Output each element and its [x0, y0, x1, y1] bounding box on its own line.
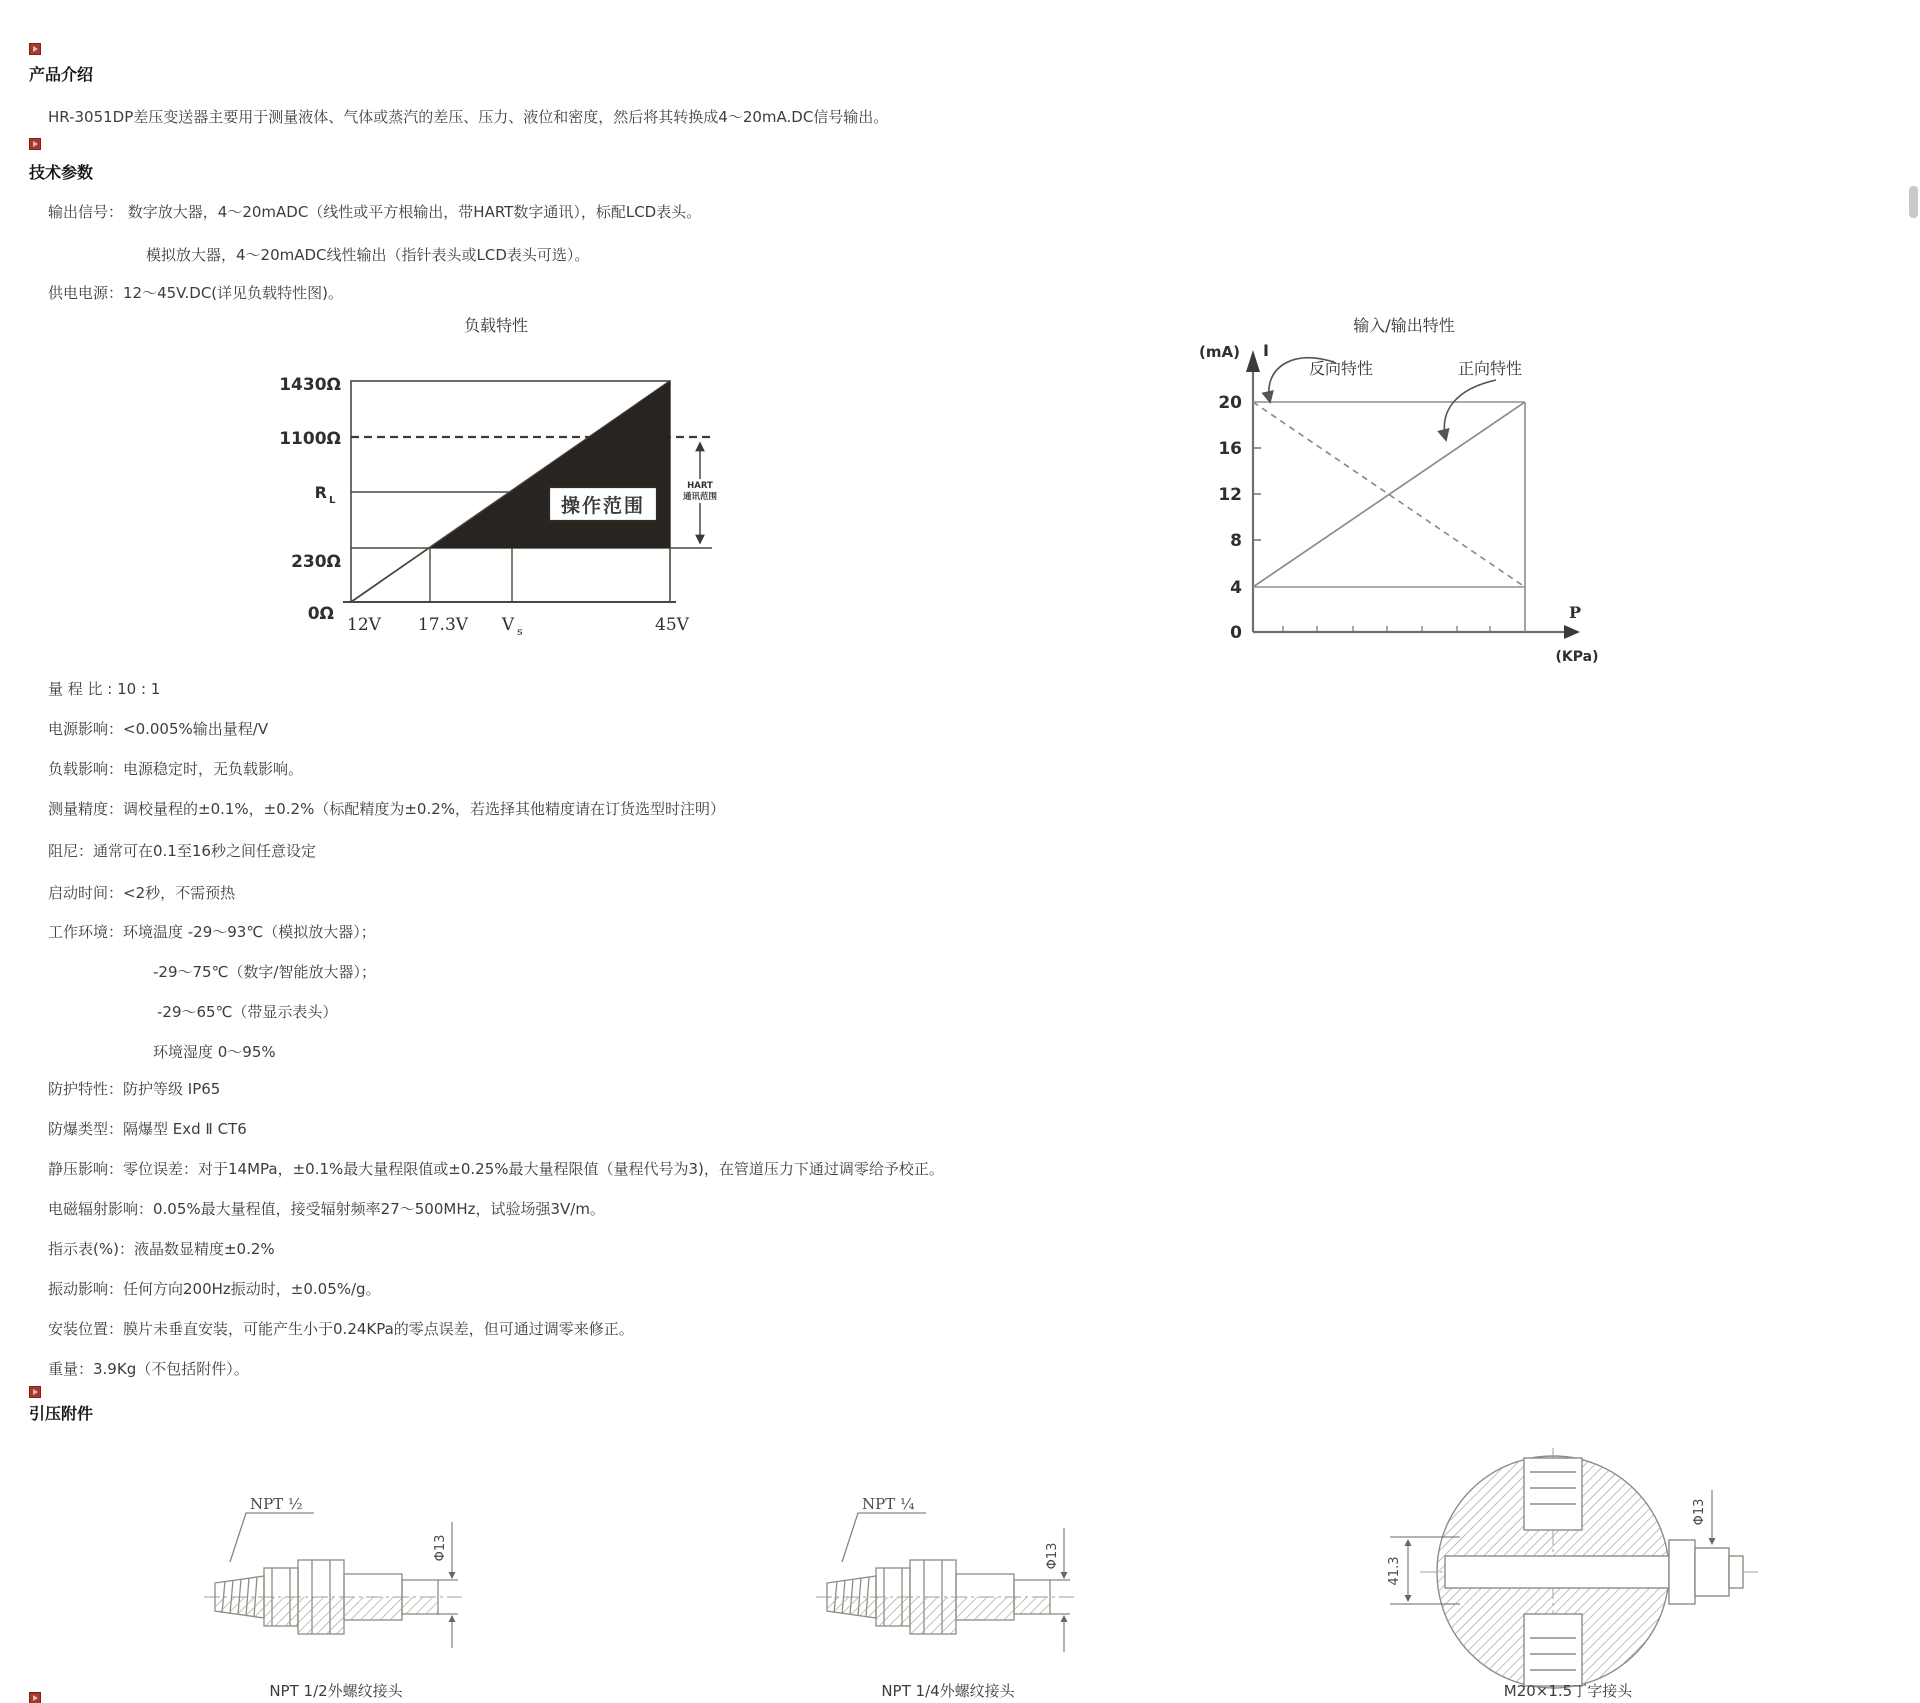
io-ytick-4: 4	[1230, 578, 1242, 598]
ytick-rl-sub: L	[329, 495, 336, 506]
ytick-1100: 1100Ω	[279, 429, 341, 449]
fittings-figure	[0, 1440, 1920, 1703]
spec-power-supply: 供电电源：12～45V.DC(详见负载特性图)。	[48, 284, 343, 302]
hart-band-label-1: HART	[687, 481, 713, 491]
xtick-vs-sub: s	[517, 625, 523, 638]
spec-load-effect: 负载影响：电源稳定时，无负载影响。	[48, 760, 304, 778]
spec-indicator: 指示表(%)：液晶数显精度±0.2%	[48, 1240, 275, 1258]
spec-range-ratio: 量 程 比 : 10 : 1	[48, 680, 161, 698]
spec-mounting: 安装位置：膜片未垂直安装，可能产生小于0.24KPa的零点误差，但可通过调零来修正。	[48, 1320, 634, 1338]
m20-caption: M20×1.5丁字接头	[1503, 1682, 1633, 1700]
io-chart-title: 输入/输出特性	[1353, 316, 1455, 335]
spec-vibration: 振动影响：任何方向200Hz振动时，±0.05%/g。	[48, 1280, 381, 1298]
spec-env-temp-digital: -29～75℃（数字/智能放大器）；	[153, 963, 376, 981]
xtick-45v: 45V	[655, 615, 689, 635]
forward-series-label: 正向特性	[1458, 359, 1523, 378]
xtick-17v: 17.3V	[417, 615, 469, 635]
section-bullet-icon	[29, 43, 41, 55]
spec-damping: 阻尼：通常可在0.1至16秒之间任意设定	[48, 842, 316, 860]
x-axis-symbol: P	[1568, 603, 1582, 622]
npt-half-label: NPT ½	[250, 1495, 303, 1513]
ytick-0: 0Ω	[307, 604, 334, 624]
m20-height-dim: 41.3	[1387, 1556, 1402, 1586]
reverse-series-label: 反向特性	[1309, 359, 1374, 378]
spec-protection: 防护特性：防护等级 IP65	[48, 1080, 221, 1098]
intro-heading: 产品介绍	[29, 65, 94, 84]
load-chart-title: 负载特性	[463, 316, 529, 335]
scrollbar-thumb[interactable]	[1909, 186, 1918, 218]
npt-half-diameter-dim: Φ13	[433, 1534, 448, 1562]
spec-startup-time: 启动时间：<2秒，不需预热	[48, 884, 236, 902]
io-ytick-8: 8	[1230, 531, 1242, 551]
spec-working-env: 工作环境：环境温度 -29～93℃（模拟放大器）；	[48, 923, 376, 941]
ytick-rl: R	[314, 483, 327, 502]
section-bullet-icon	[29, 1386, 41, 1398]
npt-quarter-label: NPT ¼	[862, 1495, 915, 1513]
spec-env-temp-display: -29～65℃（带显示表头）	[157, 1003, 338, 1021]
operating-region-label: 操作范围	[560, 495, 646, 517]
io-ytick-12: 12	[1218, 485, 1242, 505]
io-ytick-16: 16	[1218, 439, 1242, 459]
spec-weight: 重量：3.9Kg（不包括附件）。	[48, 1360, 249, 1378]
forward-annotation-arrow	[1444, 380, 1496, 440]
io-ytick-0: 0	[1230, 623, 1242, 643]
ytick-230: 230Ω	[291, 552, 341, 572]
spec-accuracy: 测量精度：调校量程的±0.1%，±0.2%（标配精度为±0.2%，若选择其他精度请在订货选型时注明）	[48, 800, 726, 818]
tech-heading: 技术参数	[29, 163, 94, 182]
load-characteristic-chart	[279, 316, 724, 638]
npt-half-fitting-drawing	[204, 1495, 462, 1700]
hart-band-label-2: 通讯范围	[682, 492, 718, 502]
spec-env-humidity: 环境湿度 0～95%	[153, 1043, 276, 1061]
spec-static-pressure: 静压影响：零位误差：对于14MPa，±0.1%最大量程限值或±0.25%最大量程限值（量程代号为3)，在管道压力下通过调零给予校正。	[48, 1160, 944, 1178]
m20-diameter-dim: Φ13	[1692, 1498, 1707, 1526]
xtick-vs: V	[501, 615, 515, 635]
fittings-heading: 引压附件	[29, 1404, 94, 1423]
intro-body: HR-3051DP差压变送器主要用于测量液体、气体或蒸汽的差压、压力、液位和密度，然后将其转换成4～20mA.DC信号输出。	[48, 108, 889, 126]
x-axis-unit: (KPa)	[1555, 649, 1599, 665]
y-axis-symbol: I	[1263, 341, 1269, 360]
y-axis-unit: (mA)	[1199, 343, 1240, 361]
charts-figure	[0, 300, 1920, 680]
spec-power-effect: 电源影响：<0.005%输出量程/V	[48, 720, 269, 738]
io-ytick-20: 20	[1218, 393, 1242, 413]
spec-emi: 电磁辐射影响：0.05%最大量程值，接受辐射频率27～500MHz，试验场强3V/m。	[48, 1200, 605, 1218]
spec-output-signal-2: 模拟放大器，4～20mADC线性输出（指针表头或LCD表头可选）。	[146, 246, 590, 264]
spec-explosion-proof: 防爆类型：隔爆型 Exd Ⅱ CT6	[48, 1120, 247, 1138]
io-characteristic-chart	[1199, 316, 1598, 665]
xtick-12v: 12V	[347, 615, 381, 635]
npt-quarter-fitting-drawing	[816, 1495, 1074, 1700]
npt-quarter-diameter-dim: Φ13	[1045, 1542, 1060, 1570]
ytick-1430: 1430Ω	[279, 375, 341, 395]
section-bullet-icon	[29, 138, 41, 150]
npt-half-caption: NPT 1/2外螺纹接头	[269, 1682, 403, 1700]
npt-quarter-caption: NPT 1/4外螺纹接头	[881, 1682, 1015, 1700]
m20-t-fitting-drawing	[1387, 1448, 1758, 1700]
spec-output-signal: 输出信号： 数字放大器，4～20mADC（线性或平方根输出，带HART数字通讯），标配LCD表头。	[48, 203, 702, 221]
